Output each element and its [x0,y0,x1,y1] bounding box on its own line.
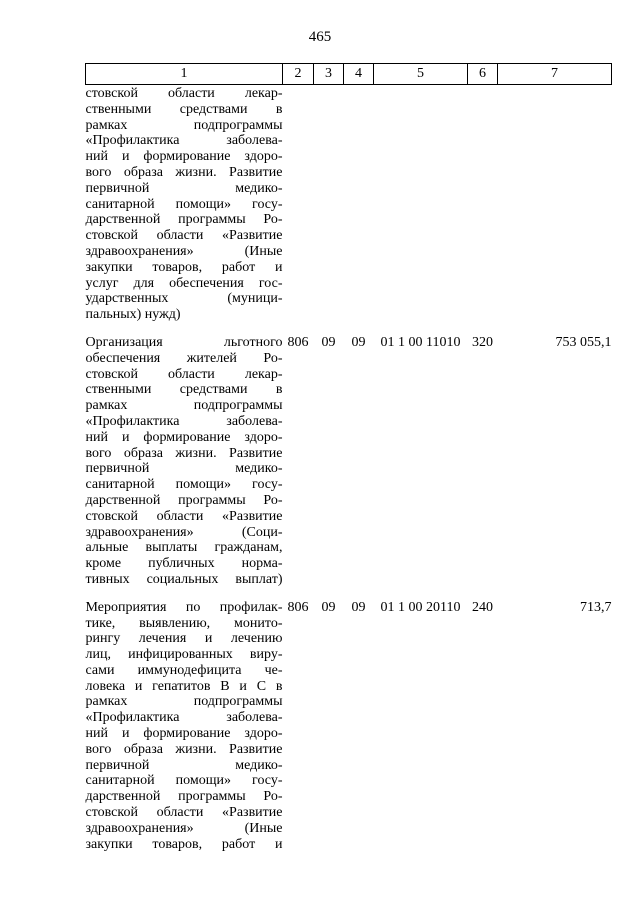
code-pr: 09 [351,599,366,615]
description-line: альные выплаты гражданам, [85,540,283,556]
code-gr: 806 [287,599,309,615]
description-line: закупки товаров, работ и [85,836,283,852]
description-line: санитарной помощи» госу- [85,196,283,212]
description-line: здравоохранения» (Соци- [85,524,283,540]
description-line: стовской области «Развитие [85,228,283,244]
row-description [86,588,283,853]
code-csr: 01 1 00 11010 [380,334,461,350]
code-gr [283,85,314,323]
description-line: первичной медико- [85,757,283,773]
description-line: «Профилактика заболева- [85,710,283,726]
code-vr: 240 [472,599,493,615]
description-line: закупки товаров, работ и [85,259,283,275]
header-col-1: 1 [86,64,283,85]
description-line: здравоохранения» (Иные [85,820,283,836]
table-row [86,85,612,323]
code-pr [344,85,374,323]
description-line: стовской области лекар- [85,86,283,101]
description-line: вого образа жизни. Развитие [85,741,283,757]
code-rz [314,85,344,323]
description-line: «Профилактика заболева- [85,133,283,149]
description-line: ударственных (муници- [85,291,283,307]
amount: 753 055,1 [555,334,612,350]
code-vr [468,85,498,323]
budget-table [85,63,612,852]
description-line: первичной медико- [85,180,283,196]
description-line: рамках подпрограммы [85,117,283,133]
page-number: 465 [308,29,332,45]
code-vr: 320 [472,334,493,350]
table-row [86,588,612,853]
description-line: дарственной программы Ро- [85,789,283,805]
description-line: пальных) нужд) [85,307,181,323]
description-line: стовской области «Развитие [85,805,283,821]
table-row [86,323,612,588]
description-line: дарственной программы Ро- [85,492,283,508]
description-line: Организация льготного [85,334,283,350]
description-line: стовской области лекар- [85,366,283,382]
description-line: услуг для обеспечения гос- [85,275,283,291]
header-col-3: 3 [314,64,344,85]
description-line: здравоохранения» (Иные [85,243,283,259]
row-description [86,85,283,323]
code-rz: 09 [321,599,336,615]
description-line: рамках подпрограммы [85,694,283,710]
description-line: ний и формирование здоро- [85,149,283,165]
description-line: санитарной помощи» госу- [85,773,283,789]
description-line: ственными средствами в [85,382,283,398]
amount [498,85,612,323]
header-col-7: 7 [498,64,612,85]
description-line: лиц, инфицированных виру- [85,647,283,663]
amount: 713,7 [580,599,612,615]
row-description [86,323,283,588]
code-pr: 09 [351,334,366,350]
code-csr: 01 1 00 20110 [380,599,461,615]
description-line: ственными средствами в [85,101,283,117]
header-col-6: 6 [468,64,498,85]
description-line: обеспечения жителей Ро- [85,350,283,366]
header-col-4: 4 [344,64,374,85]
code-csr [374,85,468,323]
description-line: стовской области «Развитие [85,508,283,524]
description-line: сами иммунодефицита че- [85,662,283,678]
description-line: ний и формирование здоро- [85,726,283,742]
header-col-2: 2 [283,64,314,85]
code-rz: 09 [321,334,336,350]
description-line: вого образа жизни. Развитие [85,164,283,180]
description-line: рамках подпрограммы [85,398,283,414]
description-line: дарственной программы Ро- [85,212,283,228]
code-gr: 806 [287,334,309,350]
description-line: тивных социальных выплат) [85,571,283,587]
description-line: вого образа жизни. Развитие [85,445,283,461]
description-line: рингу лечения и лечению [85,631,283,647]
description-line: первичной медико- [85,461,283,477]
description-line: ловека и гепатитов В и С в [85,678,283,694]
description-line: санитарной помощи» госу- [85,477,283,493]
table-body [86,85,612,853]
description-line: кроме публичных норма- [85,556,283,572]
description-line: тике, выявлению, монито- [85,615,283,631]
description-line: «Профилактика заболева- [85,413,283,429]
description-line: Мероприятия по профилак- [85,599,283,615]
description-line: ний и формирование здоро- [85,429,283,445]
header-col-5: 5 [374,64,468,85]
table-header-row [86,64,612,85]
